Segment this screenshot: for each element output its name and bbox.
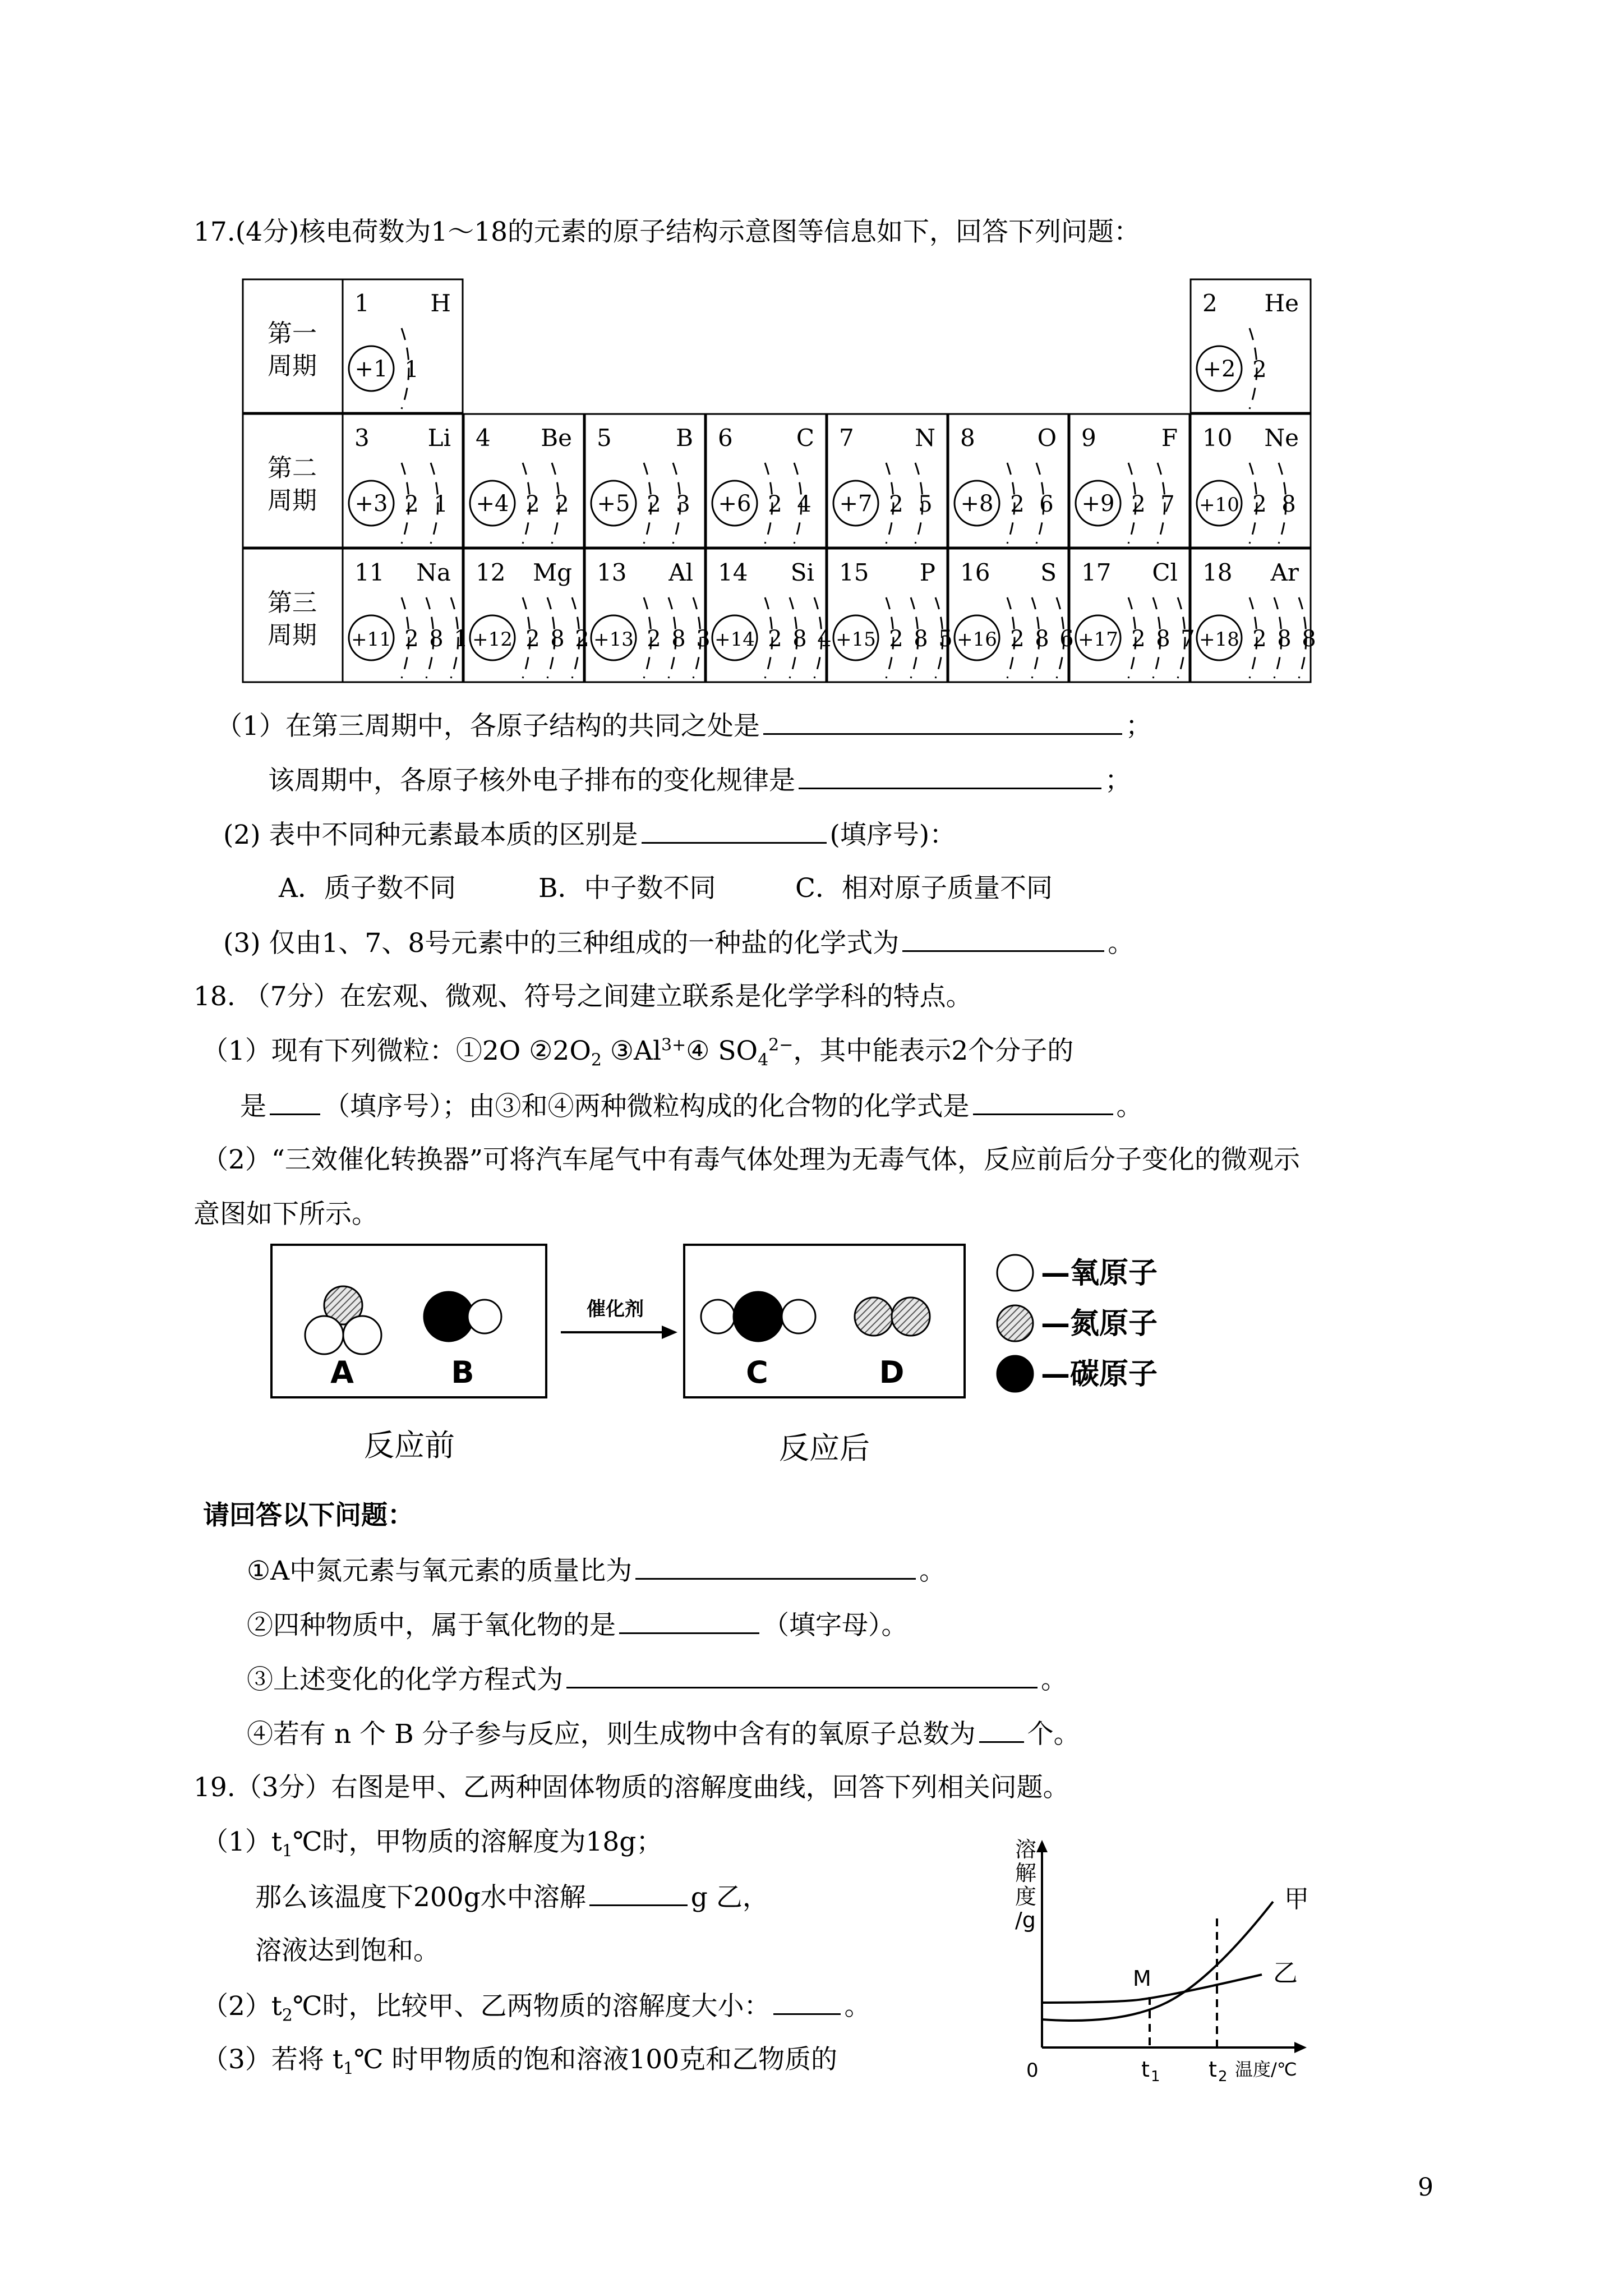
nucleus-charge: +9 [1081, 491, 1115, 517]
element-number: 16 [960, 559, 990, 586]
t1-label: t [1141, 2057, 1150, 2082]
electron-count: 8 [550, 626, 565, 652]
q19-part1-line3: 溶液达到饱和。 [255, 1935, 440, 1966]
electron-count: 8 [1302, 626, 1316, 652]
nucleus-charge: +3 [354, 491, 388, 517]
nucleus-charge: +4 [476, 491, 509, 517]
q18-part1-line1: （1）现有下列微粒：①2O $②2O_2$ $③Al^{3+}④$ $SO_4^{2-}$，其中能表示2个分子的 [202, 1035, 1074, 1070]
q19-part1-line2: 那么该温度下200g水中溶解 g 乙， [255, 1879, 769, 1916]
element-number: 14 [718, 559, 748, 586]
answer-blank[interactable] [642, 816, 827, 844]
molecule-b-carbon [424, 1292, 473, 1341]
answer-blank[interactable] [973, 1088, 1113, 1115]
answer-blank[interactable] [619, 1607, 759, 1634]
solubility-graph [1015, 1834, 1312, 2085]
element-symbol: N [915, 424, 935, 452]
nucleus-charge: +2 [1202, 356, 1236, 382]
electron-count: 7 [1181, 626, 1195, 652]
molecule-b-oxygen [468, 1300, 501, 1333]
y-axis-label-char: 解 [1015, 1861, 1037, 1885]
y-axis-label-char: 度 [1015, 1884, 1037, 1909]
nucleus-charge: +10 [1199, 494, 1239, 516]
reaction-diagram [269, 1243, 1234, 1478]
electron-count: 8 [914, 626, 928, 652]
point-m-label: M [1133, 1966, 1151, 1991]
element-symbol: Li [427, 424, 451, 452]
label-c: C [746, 1355, 768, 1390]
element-symbol: Al [668, 559, 693, 586]
molecule-c-oxygen-left [701, 1300, 735, 1333]
answer-blank[interactable] [566, 1661, 1038, 1688]
electron-count: 3 [676, 491, 690, 517]
electron-count: 2 [768, 491, 782, 517]
x-axis-label: 温度/℃ [1235, 2059, 1297, 2080]
period-label-line1: 第三 [268, 588, 317, 617]
answer-blank[interactable] [799, 762, 1101, 789]
q17-option-b: B．中子数不同 [538, 873, 716, 904]
electron-count: 6 [1059, 626, 1074, 652]
electron-count: 2 [1252, 357, 1267, 383]
electron-count: 2 [1252, 626, 1267, 652]
origin-label: 0 [1026, 2059, 1039, 2082]
legend-label: —氧原子 [1041, 1257, 1158, 1290]
y-axis-arrow [1036, 1840, 1048, 1852]
q18-a2: ②四种物质中，属于氧化物的是 （填字母）。 [247, 1607, 908, 1644]
element-number: 4 [476, 424, 491, 452]
q19-title: 19.（3分）右图是甲、乙两种固体物质的溶解度曲线，回答下列相关问题。 [193, 1772, 1069, 1803]
element-number: 17 [1081, 559, 1112, 586]
answer-blank[interactable] [589, 1879, 688, 1906]
period-label-line2: 周期 [268, 486, 317, 515]
nucleus-charge: +16 [957, 628, 997, 651]
electron-count: 2 [525, 491, 540, 517]
catalyst-label: 催化剂 [587, 1298, 644, 1320]
electron-count: 8 [792, 626, 807, 652]
element-symbol: P [919, 559, 935, 586]
electron-count: 1 [434, 491, 448, 517]
electron-count: 2 [555, 491, 569, 517]
atomic-structure-table [242, 279, 1316, 683]
molecule-c-carbon [734, 1292, 783, 1341]
element-symbol: F [1161, 424, 1178, 452]
electron-count: 2 [889, 626, 903, 652]
q18-part2-line2: 意图如下所示。 [193, 1199, 378, 1230]
electron-count: 6 [1039, 491, 1054, 517]
nucleus-charge: +8 [960, 491, 994, 517]
element-number: 2 [1202, 289, 1218, 317]
answer-blank[interactable] [902, 924, 1104, 952]
electron-count: 5 [918, 491, 933, 517]
q18-part1-line2: 是 （填序号）；由③和④两种微粒构成的化合物的化学式是 。 [240, 1088, 1143, 1125]
electron-count: 2 [404, 491, 419, 517]
q18-a3: ③上述变化的化学方程式为 。 [247, 1661, 1067, 1698]
q18-title: 18. （7分）在宏观、微观、符号之间建立联系是化学学科的特点。 [193, 981, 972, 1012]
t1-subscript: 1 [1151, 2068, 1160, 2085]
electron-count: 8 [1156, 626, 1170, 652]
period-label-line2: 周期 [268, 352, 317, 380]
electron-count: 3 [696, 626, 711, 652]
element-number: 9 [1081, 424, 1096, 452]
nucleus-charge: +17 [1078, 628, 1118, 651]
element-symbol: O [1037, 424, 1057, 452]
answer-blank[interactable] [270, 1088, 320, 1115]
element-symbol: Cl [1152, 559, 1178, 586]
answer-blank[interactable] [635, 1552, 916, 1580]
molecule-a-oxygen-right [343, 1316, 381, 1354]
q17-option-c: C．相对原子质量不同 [795, 873, 1053, 904]
answer-blank[interactable] [773, 1987, 841, 2015]
element-number: 6 [718, 424, 733, 452]
caption-after: 反应后 [779, 1430, 870, 1466]
electron-count: 8 [671, 626, 686, 652]
curve-yi [1042, 1975, 1262, 2003]
molecule-a-oxygen-left [305, 1316, 343, 1354]
q17-part3: (3) 仅由1、7、8号元素中的三种组成的一种盐的化学式为 。 [223, 924, 1134, 961]
q18-ask: 请回答以下问题： [203, 1500, 414, 1531]
q17-part1a: （1）在第三周期中，各原子结构的共同之处是 ； [216, 707, 1152, 744]
q18-a1: ①A中氮元素与氧元素的质量比为 。 [247, 1552, 946, 1589]
period-label-line2: 周期 [268, 621, 317, 650]
electron-count: 1 [404, 357, 419, 383]
molecule-d-nitrogen-left [855, 1297, 893, 1336]
nucleus-charge: +6 [718, 491, 751, 517]
nucleus-charge: +5 [597, 491, 630, 517]
x-axis-arrow [1294, 2042, 1307, 2053]
element-number: 15 [839, 559, 869, 586]
answer-blank[interactable] [979, 1715, 1024, 1743]
element-number: 8 [960, 424, 975, 452]
label-a: A [330, 1355, 354, 1390]
element-number: 18 [1202, 559, 1233, 586]
element-number: 5 [597, 424, 612, 452]
legend-atom [997, 1305, 1033, 1341]
electron-count: 2 [404, 626, 419, 652]
label-b: B [451, 1355, 474, 1390]
electron-count: 5 [938, 626, 953, 652]
electron-count: 2 [889, 491, 903, 517]
element-symbol: Ar [1270, 559, 1299, 586]
electron-count: 2 [768, 626, 782, 652]
element-symbol: C [796, 424, 814, 452]
q17-option-a: A．质子数不同 [279, 873, 456, 904]
q19-part3: （3）若将 $t_1℃$ 时甲物质的饱和溶液100克和乙物质的 [202, 2044, 838, 2079]
q17-part2: (2) 表中不同种元素最本质的区别是 (填序号)： [223, 816, 956, 853]
q18-a4: ④若有 n 个 B 分子参与反应，则生成物中含有的氧原子总数为 个。 [247, 1715, 1080, 1752]
nucleus-charge: +14 [714, 628, 755, 651]
q17-part1b: 该周期中，各原子核外电子排布的变化规律是 ； [268, 762, 1131, 799]
electron-count: 2 [575, 626, 589, 652]
nucleus-charge: +18 [1199, 628, 1239, 651]
legend-label: —碳原子 [1041, 1358, 1158, 1391]
element-symbol: H [430, 289, 451, 317]
electron-count: 4 [797, 491, 811, 517]
electron-count: 2 [525, 626, 540, 652]
electron-count: 7 [1160, 491, 1175, 517]
label-d: D [879, 1355, 905, 1390]
element-number: 7 [839, 424, 854, 452]
electron-count: 8 [1281, 491, 1296, 517]
electron-count: 2 [1131, 491, 1146, 517]
element-symbol: Si [790, 559, 814, 586]
electron-count: 2 [647, 626, 661, 652]
element-number: 13 [597, 559, 627, 586]
element-symbol: Be [541, 424, 572, 452]
electron-count: 4 [817, 626, 832, 652]
electron-count: 1 [454, 626, 468, 652]
q18-part2-line1: （2）“三效催化转换器”可将汽车尾气中有毒气体处理为无毒气体，反应前后分子变化的微观示 [202, 1144, 1300, 1175]
molecule-d-nitrogen-right [892, 1297, 930, 1336]
element-symbol: Mg [533, 559, 572, 586]
q19-part2: $(2)t_2℃$时，比较甲、乙两物质的溶解度大小： 。 [202, 1987, 870, 2024]
q19-part1: $(1)t_1℃$时，甲物质的溶解度为18g； [202, 1826, 663, 1861]
element-number: 11 [354, 559, 385, 586]
molecule-c-oxygen-right [782, 1300, 815, 1333]
label-jia: 甲 [1284, 1885, 1309, 1913]
nucleus-charge: +1 [354, 356, 388, 382]
element-symbol: B [676, 424, 693, 452]
period-label-line1: 第二 [268, 454, 317, 482]
caption-before: 反应前 [364, 1428, 455, 1463]
element-symbol: Na [416, 559, 451, 586]
electron-count: 8 [1277, 626, 1292, 652]
nucleus-charge: +13 [593, 628, 634, 651]
y-axis-label-char: 溶 [1015, 1837, 1037, 1862]
electron-count: 2 [1252, 491, 1267, 517]
period-label-line1: 第一 [268, 319, 317, 348]
q17-title: 17.(4分)核电荷数为1～18的元素的原子结构示意图等信息如下，回答下列问题： [193, 217, 1141, 247]
reaction-arrow-head [662, 1326, 677, 1339]
nucleus-charge: +11 [351, 628, 391, 651]
electron-count: 2 [1131, 626, 1146, 652]
element-number: 1 [354, 289, 370, 317]
legend-atom [997, 1255, 1033, 1291]
page-number: 9 [1418, 2173, 1433, 2202]
element-number: 10 [1202, 424, 1233, 452]
legend-label: —氮原子 [1041, 1307, 1158, 1341]
label-yi: 乙 [1273, 1959, 1298, 1987]
element-symbol: Ne [1264, 424, 1299, 452]
electron-count: 2 [647, 491, 661, 517]
element-symbol: He [1264, 289, 1299, 317]
electron-count: 8 [1035, 626, 1049, 652]
element-symbol: S [1040, 559, 1057, 586]
y-axis-label-char: /g [1015, 1908, 1036, 1932]
t2-subscript: 2 [1218, 2068, 1228, 2085]
electron-count: 2 [1010, 626, 1025, 652]
legend-atom [997, 1356, 1033, 1392]
element-number: 12 [476, 559, 506, 586]
answer-blank[interactable] [763, 707, 1122, 735]
nucleus-charge: +12 [472, 628, 513, 651]
electron-count: 2 [1010, 491, 1025, 517]
nucleus-charge: +7 [839, 491, 873, 517]
t2-label: t [1209, 2057, 1217, 2082]
nucleus-charge: +15 [836, 628, 876, 651]
element-number: 3 [354, 424, 370, 452]
electron-count: 8 [429, 626, 444, 652]
